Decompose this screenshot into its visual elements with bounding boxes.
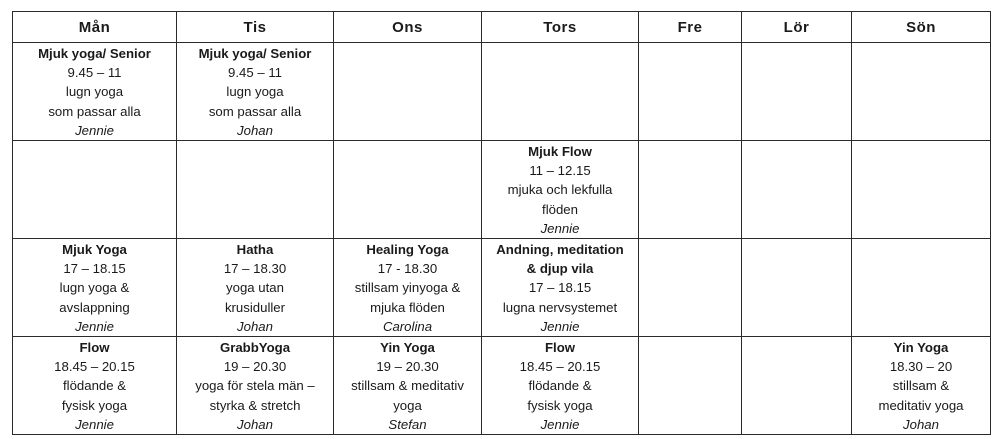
- class-instructor: Jennie: [540, 416, 580, 432]
- class-description: stillsam yinyoga &: [354, 280, 461, 296]
- class-time: 17 – 18.15: [63, 261, 126, 277]
- empty-cell: [742, 239, 852, 337]
- class-description: styrka & stretch: [209, 397, 301, 413]
- class-title: Andning, meditation: [496, 242, 624, 258]
- class-time: 11 – 12.15: [529, 163, 591, 179]
- class-instructor: Johan: [237, 416, 273, 432]
- class-entry: [334, 239, 481, 336]
- class-description: mjuka och lekfulla: [507, 182, 613, 198]
- class-entry: [177, 239, 333, 336]
- class-description: lugn yoga: [226, 84, 284, 100]
- class-description: stillsam & meditativ: [351, 378, 464, 394]
- class-instructor: Carolina: [382, 318, 433, 334]
- class-time: 9.45 – 11: [227, 65, 283, 81]
- class-cell: [482, 337, 639, 435]
- class-entry: [482, 239, 638, 336]
- class-description: flödande &: [62, 378, 127, 394]
- class-title: Yin Yoga: [380, 340, 435, 356]
- class-cell: [482, 239, 639, 337]
- class-entry: [177, 337, 333, 434]
- class-cell: [13, 239, 177, 337]
- schedule-row-midday: [13, 141, 991, 239]
- class-instructor: Johan: [903, 416, 939, 432]
- class-instructor: Johan: [237, 122, 273, 138]
- class-instructor: Jennie: [75, 122, 114, 138]
- class-description: avslappning: [59, 299, 130, 315]
- class-instructor: Stefan: [388, 416, 427, 432]
- empty-cell: [852, 43, 991, 141]
- class-title: Mjuk Flow: [528, 144, 592, 160]
- class-title: Flow: [544, 340, 576, 356]
- class-cell: [334, 239, 482, 337]
- class-title: GrabbYoga: [219, 340, 291, 356]
- class-title: Mjuk yoga/ Senior: [38, 46, 151, 61]
- class-entry: [13, 337, 176, 434]
- class-cell: [852, 337, 991, 435]
- empty-cell: [852, 141, 991, 239]
- class-cell: [177, 43, 334, 141]
- class-description: flöden: [542, 201, 578, 217]
- class-title: Mjuk Yoga: [62, 242, 127, 258]
- class-entry: [482, 141, 638, 238]
- class-description: fysisk yoga: [61, 397, 128, 413]
- day-header-fri: Fre: [639, 12, 742, 43]
- empty-cell: [334, 43, 482, 141]
- day-header-row: [13, 12, 991, 43]
- class-time: 19 – 20.30: [223, 359, 287, 375]
- class-time: 18.30 – 20: [889, 359, 953, 375]
- class-entry: [334, 337, 481, 434]
- schedule-row-evening: [13, 337, 991, 435]
- empty-cell: [482, 43, 639, 141]
- class-description: som passar alla: [48, 103, 141, 119]
- class-time: 18.45 – 20.15: [54, 359, 135, 375]
- class-time: 17 – 18.15: [528, 280, 592, 296]
- class-instructor: Jennie: [540, 318, 580, 334]
- class-time: 17 - 18.30: [377, 261, 438, 277]
- class-description: meditativ yoga: [878, 397, 964, 413]
- class-entry: [852, 337, 990, 434]
- class-title: Mjuk yoga/ Senior: [198, 46, 312, 61]
- class-cell: [13, 43, 177, 141]
- class-cell: [334, 337, 482, 435]
- class-description: mjuka flöden: [370, 299, 445, 315]
- class-description: lugn yoga: [65, 84, 124, 100]
- class-description: krusiduller: [224, 299, 286, 315]
- empty-cell: [13, 141, 177, 239]
- class-time: 19 – 20.30: [376, 359, 439, 375]
- class-instructor: Johan: [237, 318, 273, 334]
- class-description: fysisk yoga: [527, 397, 593, 413]
- class-entry: [177, 43, 333, 140]
- class-time: 9.45 – 11: [67, 65, 122, 81]
- class-cell: [177, 337, 334, 435]
- class-title: Flow: [79, 340, 110, 356]
- empty-cell: [639, 239, 742, 337]
- class-cell: [13, 337, 177, 435]
- schedule-row-afternoon: [13, 239, 991, 337]
- class-instructor: Jennie: [75, 318, 114, 334]
- class-title: Yin Yoga: [893, 340, 949, 356]
- day-header-tue: Tis: [177, 12, 334, 43]
- empty-cell: [742, 337, 852, 435]
- class-description: lugn yoga &: [59, 280, 130, 296]
- empty-cell: [639, 43, 742, 141]
- class-description: stillsam &: [892, 378, 950, 394]
- class-instructor: Jennie: [75, 416, 114, 432]
- day-header-sun: Sön: [852, 12, 991, 43]
- empty-cell: [639, 337, 742, 435]
- class-description: yoga utan: [226, 280, 284, 296]
- day-header-thu: Tors: [482, 12, 639, 43]
- class-title: Hatha: [236, 242, 274, 258]
- empty-cell: [177, 141, 334, 239]
- class-title: Healing Yoga: [366, 242, 449, 258]
- empty-cell: [742, 141, 852, 239]
- class-time: 18.45 – 20.15: [519, 359, 601, 375]
- class-cell: [177, 239, 334, 337]
- class-description: som passar alla: [208, 103, 302, 119]
- class-time: 17 – 18.30: [223, 261, 287, 277]
- day-header-sat: Lör: [742, 12, 852, 43]
- class-description: flödande &: [528, 378, 592, 394]
- yoga-schedule-table: [12, 11, 991, 435]
- class-description: lugna nervsystemet: [502, 299, 618, 315]
- class-title: & djup vila: [526, 261, 594, 277]
- class-instructor: Jennie: [540, 220, 580, 236]
- empty-cell: [852, 239, 991, 337]
- class-description: yoga för stela män –: [195, 378, 315, 394]
- empty-cell: [334, 141, 482, 239]
- class-description: yoga: [393, 397, 422, 413]
- class-entry: [13, 43, 176, 140]
- day-header-mon: Mån: [13, 12, 177, 43]
- class-entry: [482, 337, 638, 434]
- day-header-wed: Ons: [334, 12, 482, 43]
- empty-cell: [742, 43, 852, 141]
- schedule-row-morning: [13, 43, 991, 141]
- class-entry: [13, 239, 176, 336]
- class-cell: [482, 141, 639, 239]
- empty-cell: [639, 141, 742, 239]
